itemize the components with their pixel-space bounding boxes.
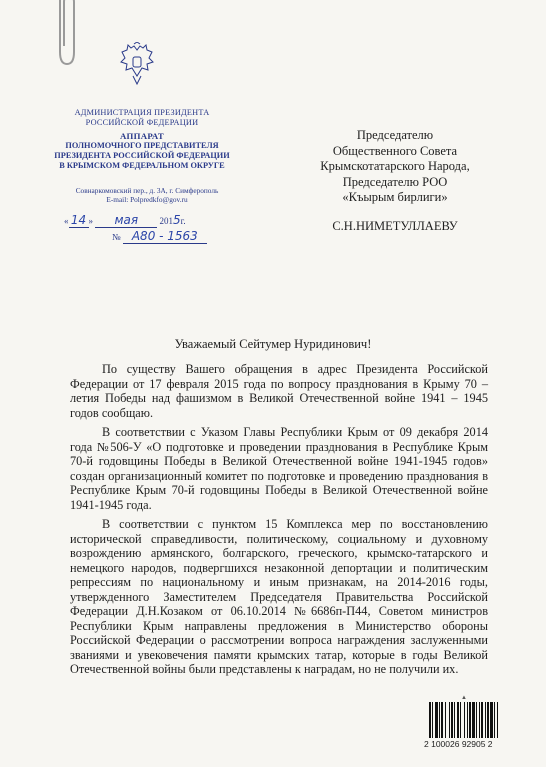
- outgoing-number-row: [112, 229, 207, 244]
- addressee-line: «Къырым бирлиги»: [342, 190, 448, 204]
- plenipotentiary-line-3: В КРЫМСКОМ ФЕДЕРАЛЬНОМ ОКРУГЕ: [59, 161, 225, 170]
- date-year-tail: г.: [180, 216, 186, 226]
- sender-address: [52, 186, 242, 204]
- apparat-title: АППАРАТ: [120, 131, 164, 141]
- date-row: « 14 » мая 2015г.: [64, 213, 186, 227]
- plenipotentiary-line-2: ПРЕЗИДЕНТА РОССИЙСКОЙ ФЕДЕРАЦИИ: [54, 151, 230, 160]
- addressee-line: Общественного Совета: [332, 143, 458, 158]
- date-year-prefix: 201: [159, 216, 173, 226]
- date-day: 14: [70, 213, 87, 227]
- paragraph: В соответствии с пунктом 15 Комплекса мер по восстановлению исторической справедливости, политическому, социальному и духовному возрождению армянского, болгарского, греческого, крымско-татарского и немецкого народов, подвергшихся незаконной депортации и политическим репрессиям по национальному и иным признакам, на 2014-2016 годы, утвержденного Заместителем Председателя Правительства Российской Федерации Д.Н.Козаком от 06.10.2014 №6686п-П44, Советом министров Республики Крым направлены предложения в Министерство обороны Российской Федерации о рассмотрении вопроса награждения заслуженными званиями и увековечения памяти крымских татар, которые в годы Великой Отечественной войны были представлены к наградам, но не получили их.: [70, 517, 488, 676]
- scan-mark: ▲: [461, 695, 467, 701]
- barcode-number: 2 100026 92905 2: [424, 739, 493, 749]
- greeting: Уважаемый Сейтумер Нуридинович!: [174, 337, 372, 351]
- double-headed-eagle-emblem: [118, 42, 156, 86]
- date-month: мая: [114, 213, 139, 227]
- paragraph: По существу Вашего обращения в адрес Президента Российской Федерации от 17 февраля 2015 года по вопросу празднования в Крыму 70 – летия Победы над фашизмом в Великой Отечественной войне 1941 – 1945 годов сообщаю.: [70, 362, 488, 420]
- admin-line-2: РОССИЙСКОЙ ФЕДЕРАЦИИ: [85, 118, 199, 127]
- letterhead: [52, 108, 232, 171]
- addressee-line: Председателю: [356, 128, 434, 142]
- outgoing-number: А80 - 1563: [131, 229, 198, 243]
- date-year-suffix: 5: [173, 213, 181, 227]
- street-address: Совнаркомовский пер., д. 3А, г. Симферополь: [75, 186, 219, 195]
- number-sign: №: [112, 232, 121, 242]
- letter-body: [70, 362, 488, 682]
- admin-line-1: АДМИНИСТРАЦИЯ ПРЕЗИДЕНТА: [74, 108, 210, 117]
- barcode: [428, 702, 526, 738]
- addressee-line: Крымскотатарского Народа,: [320, 159, 470, 173]
- addressee-block: [300, 128, 490, 206]
- paper-clip-icon: [52, 0, 82, 68]
- email-address: E-mail: Polpredkfo@gov.ru: [106, 195, 188, 204]
- addressee-name: С.Н.НИМЕТУЛЛАЕВУ: [332, 219, 458, 233]
- paragraph: В соответствии с Указом Главы Республики Крым от 09 декабря 2014 года №506-У «О подготовке и проведении празднования в Республике Крым 70-й годовщины Победы в Великой Отечественной войне 1941-1945 годов» создан организационный комитет по подготовке и проведению празднования в Республике Крым 70-й годовщины Победы в Великой Отечественной войне 1941-1945 года.: [70, 425, 488, 512]
- plenipotentiary-line-1: ПОЛНОМОЧНОГО ПРЕДСТАВИТЕЛЯ: [65, 141, 219, 150]
- addressee-line: Председателю РОО: [342, 174, 448, 189]
